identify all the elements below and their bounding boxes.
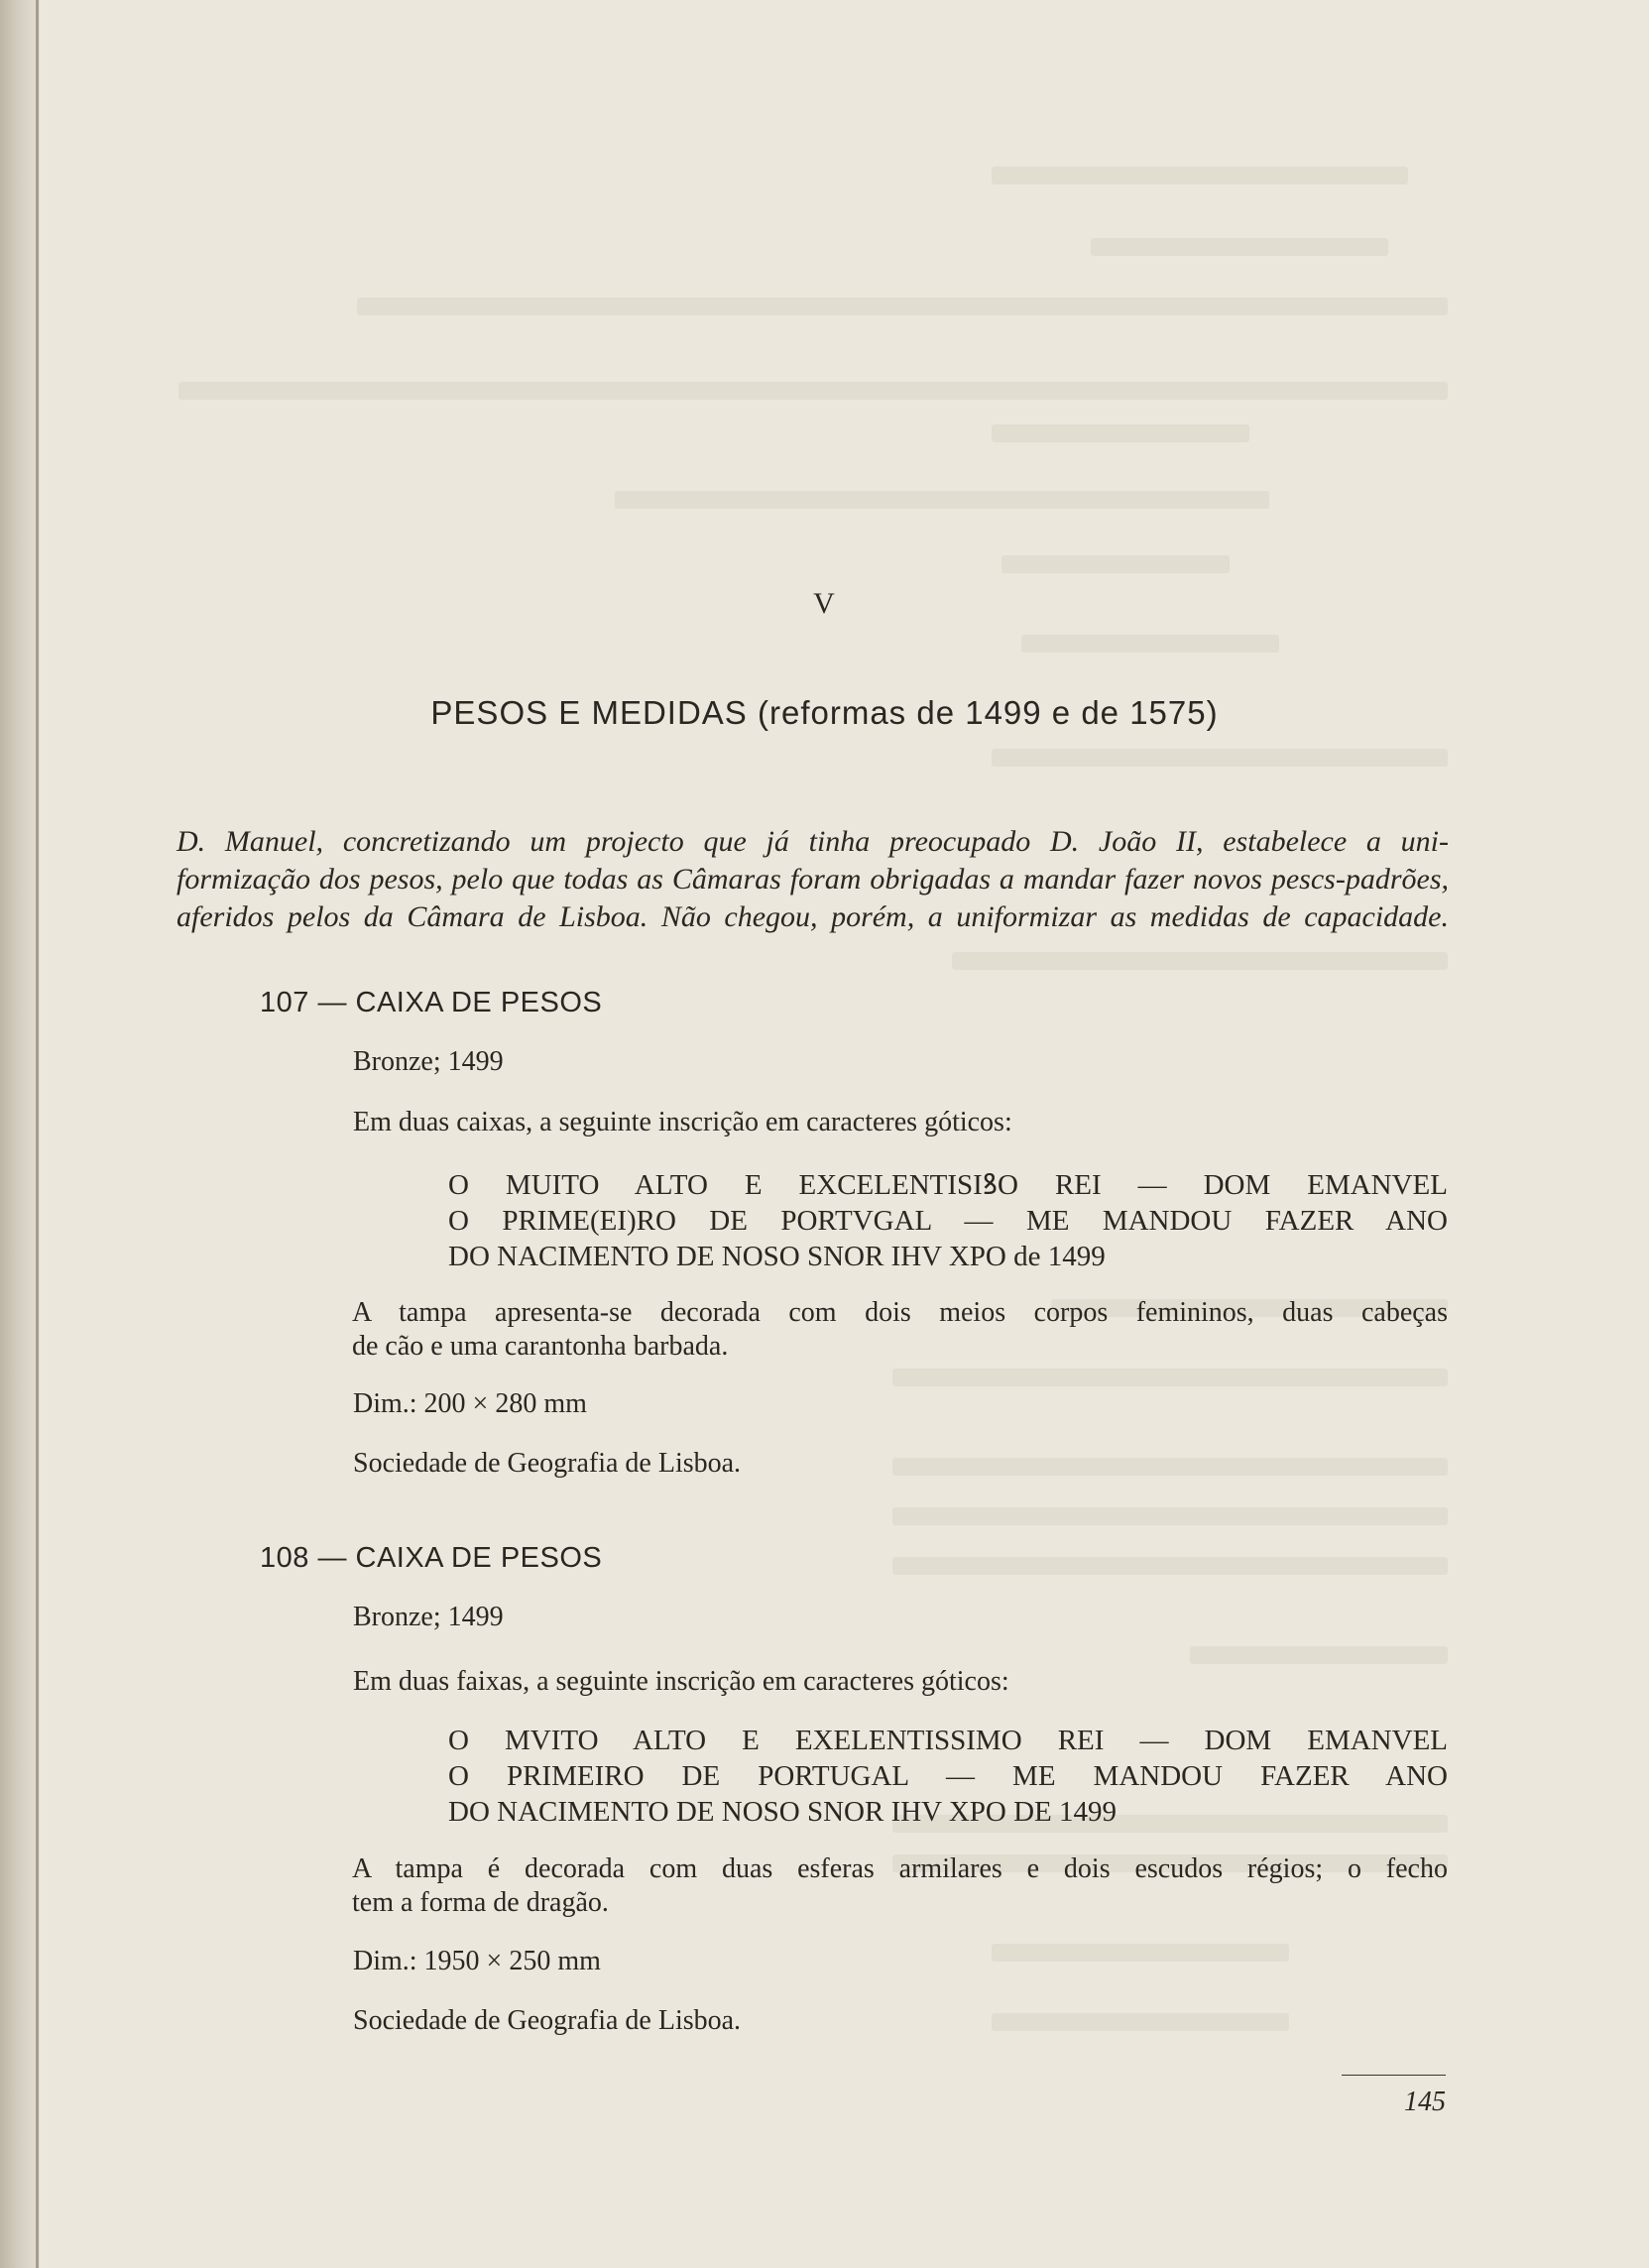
inscription-line: DO NACIMENTO DE NOSO SNOR IHV XPO DE 1499 bbox=[448, 1796, 1118, 1828]
entry-dimensions: Dim.: 200 × 280 mm bbox=[353, 1388, 587, 1419]
inscription-block bbox=[448, 1723, 1448, 1830]
entry-collection: Sociedade de Geografia de Lisboa. bbox=[353, 1448, 742, 1479]
entry-description bbox=[352, 1296, 1448, 1364]
binding-crease bbox=[36, 0, 39, 2268]
description-line: A tampa é decorada com duas esferas armilares e dois escudos régios; o fecho bbox=[352, 1853, 1448, 1884]
section-title: PESOS E MEDIDAS (reformas de 1499 e de 1575) bbox=[430, 694, 1219, 731]
entry-material: Bronze; 1499 bbox=[353, 1602, 504, 1632]
intro-line: aferidos pelos da Câmara de Lisboa. Não chegou, porém, a uniformizar as medidas de capacidade. bbox=[177, 900, 1449, 933]
entry-description bbox=[352, 1852, 1448, 1920]
description-line: A tampa apresenta-se decorada com dois meios corpos femininos, duas cabeças bbox=[352, 1297, 1448, 1328]
inscription-line: O PRIMEIRO DE PORTUGAL — ME MANDOU FAZER ANO bbox=[448, 1760, 1448, 1792]
entry-dimensions: Dim.: 1950 × 250 mm bbox=[353, 1946, 601, 1976]
intro-paragraph bbox=[177, 823, 1449, 936]
inscription-line: DO NACIMENTO DE NOSO SNOR IHV XPO de 1499 bbox=[448, 1241, 1106, 1272]
entry-heading: 108 — CAIXA DE PESOS bbox=[260, 1542, 603, 1574]
footer-rule bbox=[1342, 2075, 1446, 2076]
section-number: V bbox=[813, 587, 836, 620]
inscription-line: O PRIME(EI)RO DE PORTVGAL — ME MANDOU FAZER ANO bbox=[448, 1205, 1448, 1237]
inscription-line: O MVITO ALTO E EXELENTISSIMO REI — DOM EMANVEL bbox=[448, 1725, 1448, 1756]
intro-line: D. Manuel, concretizando um projecto que já tinha preocupado D. João II, estabelece a uni- bbox=[177, 825, 1449, 858]
inscription-line: O MUITO ALTO E EXCELENTISIꝸO REI — DOM EMANVEL bbox=[448, 1169, 1448, 1201]
inscription-intro: Em duas caixas, a seguinte inscrição em caracteres góticos: bbox=[353, 1107, 1012, 1137]
entry-collection: Sociedade de Geografia de Lisboa. bbox=[353, 2005, 742, 2036]
description-line: tem a forma de dragão. bbox=[352, 1887, 609, 1918]
intro-line: formização dos pesos, pelo que todas as Câmaras foram obrigadas a mandar fazer novos pescs-padrões, bbox=[177, 863, 1449, 895]
description-line: de cão e uma carantonha barbada. bbox=[352, 1331, 729, 1362]
inscription-intro: Em duas faixas, a seguinte inscrição em caracteres góticos: bbox=[353, 1666, 1009, 1697]
entry-heading: 107 — CAIXA DE PESOS bbox=[260, 987, 603, 1018]
entry-material: Bronze; 1499 bbox=[353, 1046, 504, 1077]
page-number: 145 bbox=[1404, 2087, 1446, 2117]
inscription-block bbox=[448, 1167, 1448, 1274]
page-binding-edge bbox=[0, 0, 40, 2268]
